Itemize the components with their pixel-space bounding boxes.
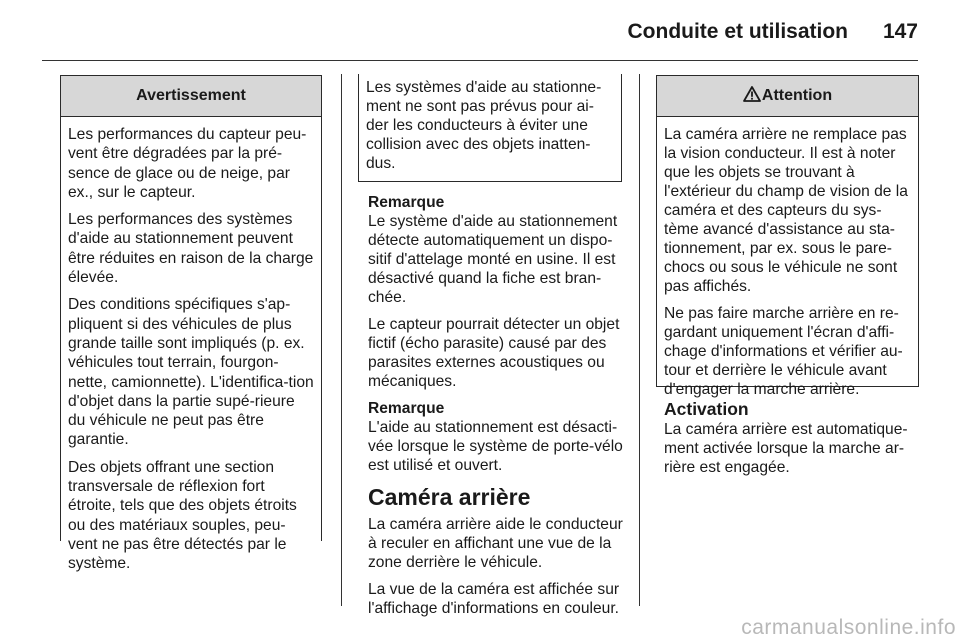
section-title-rear-camera: Caméra arrière [368, 484, 531, 510]
note-label-1: Remarque [368, 194, 445, 211]
attention-paragraph-1: La caméra arrière ne remplace pas la vision conducteur. Il est à noter que les objets se trouvant à l'extérieur du champ de vision de la caméra et des capteurs du sys-tème avancé d'assistance au sta-tionnement, par ex. sous le pare-chocs ou sous le véhicule ne sont pas affichés. [664, 126, 908, 295]
middle-notice-text: Les systèmes d'aide au stationne-ment ne sont pas prévus pour ai-der les conducteurs à éviter une collision avec des objets inatten-dus. [366, 79, 602, 172]
note-text-1: Le système d'aide au stationnement détecte automatiquement un dispo-sitif d'attelage monté en usine. Il est désactivé quand la fiche est bran-chée. [368, 213, 618, 306]
attention-box [656, 75, 919, 398]
warning-paragraph-3: Des conditions spécifiques s'ap-pliquent si des véhicules de plus grande taille sont impliqués (p. ex. véhicules tout terrain, fourgon-nette, camionnette). L'identifica-tion d'objet dans la partie supé-rieure du véhicule ne peut pas être garantie. [68, 296, 314, 449]
attention-paragraph-2: Ne pas faire marche arrière en re-gardant uniquement l'écran d'affi-chage d'informations et vérifier au-tour et derrière le véhicule avant d'engager la marche arrière. [664, 305, 903, 398]
rear-camera-paragraph-1: La caméra arrière aide le conducteur à reculer en affichant une vue de la zone derrière le véhicule. [368, 516, 623, 571]
warning-paragraph-1: Les performances du capteur peu-vent être dégradées par la pré-sence de glace ou de neige, par ex., sur le capteur. [68, 126, 307, 201]
warning-box-body [61, 117, 321, 580]
attention-box-header [657, 76, 918, 117]
header-divider [42, 60, 918, 61]
page-number: 147 [882, 20, 918, 43]
warning-paragraph-4: Des objets offrant une section transversale de réflexion fort étroite, tels que des objets étroits ou des matériaux souples, peu-vent ne pas être détectés par le système. [68, 458, 297, 573]
note-label-2: Remarque [368, 400, 445, 417]
chapter-title: Conduite et utilisation [627, 20, 848, 43]
column-divider-right [639, 74, 640, 606]
attention-box-body [657, 117, 918, 405]
middle-paragraph: Le capteur pourrait détecter un objet fictif (écho parasite) causé par des parasites externes acoustiques ou mécaniques. [368, 316, 620, 390]
activation-text: La caméra arrière est automatique-ment activée lorsque la marche ar-rière est engagée. [664, 421, 908, 476]
activation-title: Activation [664, 399, 749, 419]
note-text-2: L'aide au stationnement est désacti-vée lorsque le système de porte-vélo est utilisé et ouvert. [368, 419, 623, 474]
middle-notice-box [358, 74, 622, 182]
column-divider-left [341, 74, 342, 606]
attention-box-title: Attention [761, 87, 833, 104]
warning-triangle-icon [743, 86, 761, 102]
warning-box [60, 75, 322, 573]
activation-section [664, 399, 918, 485]
watermark: carmanualsonline.info [741, 616, 956, 639]
middle-column-content [368, 193, 626, 626]
warning-paragraph-2: Les performances des systèmes d'aide au stationnement peuvent être réduites en raison de la charge élevée. [68, 211, 314, 287]
warning-box-title: Avertissement [61, 76, 321, 117]
rear-camera-paragraph-2: La vue de la caméra est affichée sur l'affichage d'informations en couleur. [368, 581, 620, 617]
